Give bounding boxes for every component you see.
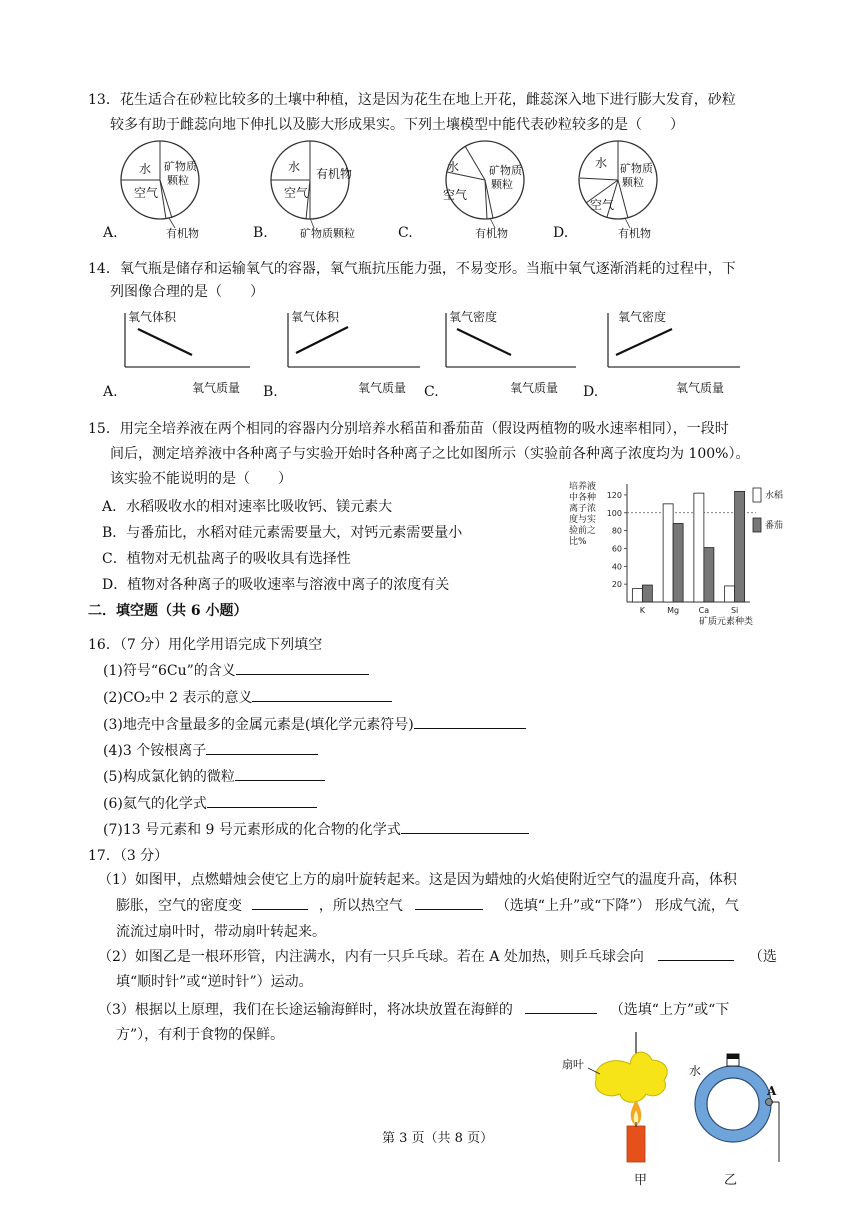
q16-blank-4[interactable] bbox=[206, 740, 318, 755]
graph-option-c bbox=[421, 305, 586, 400]
bar-rice-K bbox=[632, 589, 642, 602]
pie-c-mineral: 矿物质 bbox=[489, 164, 522, 177]
q15-line3: 该实验不能说明的是（ ） bbox=[110, 471, 292, 487]
pie-d-water: 水 bbox=[595, 156, 608, 170]
pie-a-organic: 有机物 bbox=[166, 227, 199, 240]
x-tick-label: Si bbox=[730, 606, 739, 615]
y-tick-label: 120 bbox=[606, 490, 622, 500]
graph-c-xlabel: 氧气质量 bbox=[510, 381, 559, 395]
q16-blank-1[interactable] bbox=[236, 660, 369, 675]
pie-d-mineral: 矿物质 bbox=[620, 162, 653, 175]
pie-d-air: 空气 bbox=[590, 198, 615, 212]
pie-option-c bbox=[425, 140, 540, 240]
graph-option-d bbox=[580, 305, 750, 400]
graph-b-letter: B. bbox=[263, 384, 278, 400]
graph-c-letter: C. bbox=[424, 384, 439, 400]
graph-option-a bbox=[100, 305, 260, 400]
pie-d-organic: 有机物 bbox=[618, 227, 651, 240]
q17-p3-line1: （3）根据以上原理，我们在长途运输海鲜时，将冰块放置在海鲜的 （选填“上方”或“下 bbox=[98, 999, 729, 1019]
graph-c-axes bbox=[421, 305, 586, 397]
q17-blank-position[interactable] bbox=[525, 999, 597, 1014]
point-a-label: A bbox=[767, 1084, 777, 1098]
q17-p1-line2: 膨胀，空气的密度变 ，所以热空气 （选填“上升”或“下降”） 形成气流，气 bbox=[116, 895, 739, 915]
q16-item-5: (5)构成氯化钠的微粒 bbox=[103, 766, 325, 786]
section-title: 二．填空题（共 6 小题） bbox=[88, 603, 248, 619]
q16-title: 16．（7 分）用化学用语完成下列填空 bbox=[88, 637, 323, 653]
pie-c-mineral2: 颗粒 bbox=[491, 178, 513, 191]
q15-line1: 15．用完全培养液在两个相同的容器内分别培养水稻苗和番茄苗（假设两植物的吸水速率相同），一段时 bbox=[88, 421, 729, 437]
q17-blank-density[interactable] bbox=[252, 895, 308, 910]
ion-ratio-chart bbox=[565, 480, 790, 630]
graph-option-b bbox=[260, 305, 430, 400]
pie-a-air: 空气 bbox=[134, 186, 159, 200]
chart-ylabel: 培养液 中各种 离子浓 度与实 验前之 比% bbox=[569, 482, 597, 547]
x-tick-label: K bbox=[639, 606, 645, 615]
q16-item-2: (2)CO₂中 2 表示的意义 bbox=[103, 687, 392, 707]
legend-rice-swatch bbox=[753, 488, 761, 502]
pie-c-organic: 有机物 bbox=[475, 227, 508, 240]
graph-d-letter: D. bbox=[583, 384, 599, 400]
fig-yi-label: 乙 bbox=[724, 1173, 738, 1188]
y-tick-label: 60 bbox=[611, 544, 622, 554]
bar-rice-Ca bbox=[694, 493, 704, 602]
pie-a-mineral: 矿物质 bbox=[164, 160, 197, 173]
q15-option-d: D．植物对各种离子的吸收速率与溶液中离子的浓度有关 bbox=[102, 577, 450, 593]
chart-xlabel: 矿质元素种类 bbox=[699, 617, 754, 627]
pie-c-air: 空气 bbox=[443, 188, 468, 202]
graph-b-ylabel: 氧气体积 bbox=[291, 310, 340, 324]
fan-label: 扇叶 bbox=[562, 1058, 584, 1071]
q13-line2: 较多有助于雌蕊向地下伸扎以及膨大形成果实。下列土壤模型中能代表砂粒较多的是（ ） bbox=[110, 117, 684, 133]
bar-tomato-Si bbox=[735, 491, 745, 602]
pie-c-water: 水 bbox=[447, 160, 460, 174]
q15-option-a: A．水稻吸收水的相对速率比吸收钙、镁元素大 bbox=[102, 499, 393, 515]
pie-b-water: 水 bbox=[288, 160, 301, 174]
legend-tomato-swatch bbox=[753, 518, 761, 532]
pie-d-mineral2: 颗粒 bbox=[622, 176, 644, 189]
water-label: 水 bbox=[689, 1064, 702, 1078]
q16-item-6: (6)氦气的化学式 bbox=[103, 793, 317, 813]
ion-chart-svg bbox=[565, 480, 790, 630]
q15-option-c: C．植物对无机盐离子的吸收具有选择性 bbox=[102, 551, 351, 567]
bar-rice-Si bbox=[725, 586, 735, 602]
graph-a-letter: A. bbox=[103, 384, 118, 400]
y-tick-label: 80 bbox=[611, 526, 622, 536]
graph-a-ylabel: 氧气体积 bbox=[128, 310, 177, 324]
graph-d-xlabel: 氧气质量 bbox=[676, 381, 725, 395]
q16-item-4: (4)3 个铵根离子 bbox=[103, 740, 318, 760]
q17-p1-e: 流流过扇叶时，带动扇叶转起来。 bbox=[116, 924, 326, 940]
q16-blank-2[interactable] bbox=[252, 687, 392, 702]
q17-p2-c: 填“顺时针”或“逆时针”）运动。 bbox=[116, 974, 313, 990]
fig-jia-label: 甲 bbox=[634, 1173, 648, 1188]
q17-title: 17．（3 分） bbox=[88, 848, 169, 864]
q16-blank-5[interactable] bbox=[235, 766, 325, 781]
y-tick-label: 40 bbox=[611, 562, 622, 572]
legend-rice-label: 水稻 bbox=[765, 491, 784, 501]
pie-option-d bbox=[570, 140, 685, 240]
q17-p2-line1: （2）如图乙是一根环形管，内注满水，内有一只乒乓球。若在 A 处加热，则乒乓球会向 （选 bbox=[98, 946, 777, 966]
q13-line1: 13．花生适合在砂粒比较多的土壤中种植，这是因为花生在地上开花，雌蕊深入地下进行膨大发育，砂粒 bbox=[88, 92, 736, 108]
bar-tomato-K bbox=[642, 585, 652, 602]
q17-p1-a: （1）如图甲，点燃蜡烛会使它上方的扇叶旋转起来。这是因为蜡烛的火焰使附近空气的温度升高，体积 bbox=[98, 872, 737, 888]
candle-fan-illustration bbox=[560, 1030, 680, 1165]
q17-blank-rise[interactable] bbox=[415, 895, 483, 910]
graph-d-ylabel: 氧气密度 bbox=[618, 310, 667, 324]
bar-rice-Mg bbox=[663, 504, 673, 602]
bar-tomato-Mg bbox=[673, 523, 683, 602]
q17-p3-c: 方”），有利于食物的保鲜。 bbox=[116, 1027, 285, 1043]
x-tick-label: Mg bbox=[667, 606, 680, 615]
q14-line1: 14．氧气瓶是储存和运输氧气的容器，氧气瓶抗压能力强，不易变形。当瓶中氧气逐渐消耗的过程中，下 bbox=[88, 261, 736, 277]
y-tick-label: 100 bbox=[606, 508, 622, 518]
pie-b-mineral: 矿物质颗粒 bbox=[300, 227, 355, 240]
q16-blank-6[interactable] bbox=[207, 793, 317, 808]
graph-b-xlabel: 氧气质量 bbox=[358, 381, 407, 395]
q16-blank-3[interactable] bbox=[414, 714, 526, 729]
q13-letter-a: A. bbox=[103, 225, 118, 241]
q16-item-3: (3)地壳中含量最多的金属元素是(填化学元素符号) bbox=[103, 714, 526, 734]
q16-item-1: (1)符号“6Cu”的含义 bbox=[103, 660, 369, 680]
y-tick-label: 20 bbox=[611, 580, 622, 590]
q14-line2: 列图像合理的是（ ） bbox=[110, 284, 264, 300]
legend-tomato-label: 番茄 bbox=[765, 521, 784, 531]
q13-letter-d: D. bbox=[553, 225, 569, 241]
graph-c-ylabel: 氧气密度 bbox=[449, 310, 498, 324]
q16-blank-7[interactable] bbox=[401, 819, 529, 834]
pie-a-mineral2: 颗粒 bbox=[167, 174, 189, 187]
pie-b-organic: 有机物 bbox=[316, 167, 353, 181]
figure-yi bbox=[685, 1050, 785, 1165]
page-footer: 第 3 页（共 8 页） bbox=[382, 1131, 494, 1146]
q16-item-7: (7)13 号元素和 9 号元素形成的化合物的化学式 bbox=[103, 819, 529, 839]
figure-jia bbox=[560, 1030, 680, 1165]
q13-letter-b: B. bbox=[253, 225, 268, 241]
q13-letter-c: C. bbox=[398, 225, 413, 241]
q15-option-b: B．与番茄比，水稻对硅元素需要量大，对钙元素需要量小 bbox=[102, 525, 463, 541]
x-tick-label: Ca bbox=[698, 606, 710, 615]
graph-a-xlabel: 氧气质量 bbox=[192, 381, 241, 395]
q15-line2: 间后，测定培养液中各种离子与实验开始时各种离子之比如图所示（实验前各种离子浓度均为 100%）。 bbox=[110, 446, 750, 462]
pie-a-water: 水 bbox=[139, 162, 152, 176]
q17-blank-direction[interactable] bbox=[658, 946, 734, 961]
bar-tomato-Ca bbox=[704, 548, 714, 602]
pie-b-air: 空气 bbox=[284, 186, 309, 200]
